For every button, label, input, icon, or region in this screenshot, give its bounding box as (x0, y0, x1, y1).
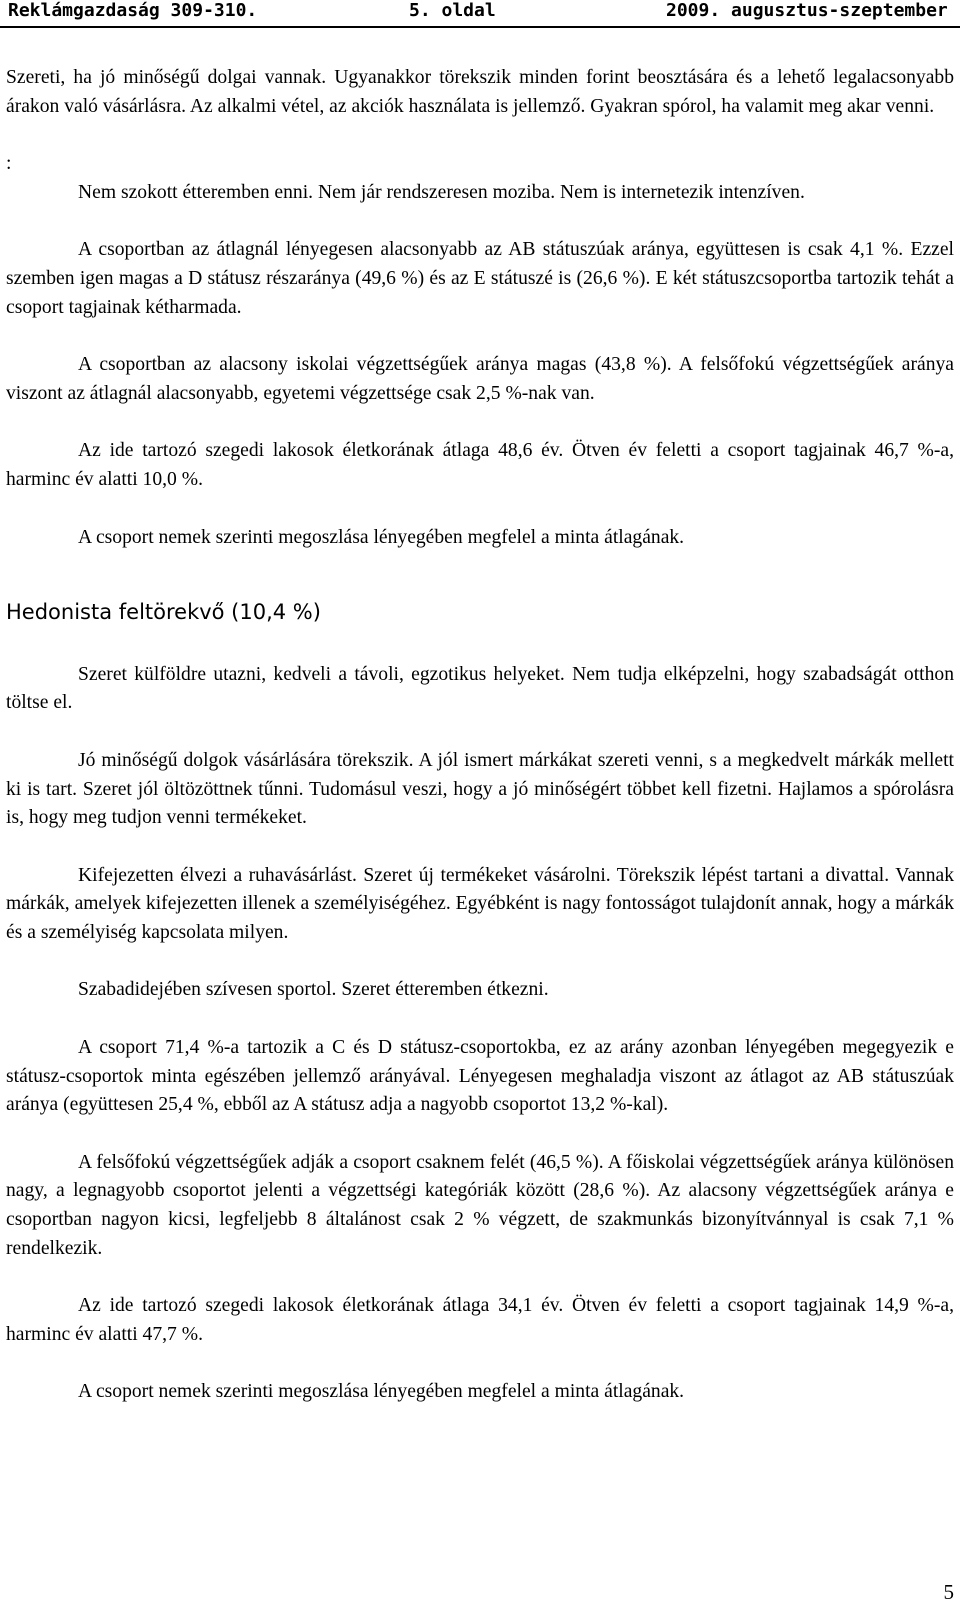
paragraph-sport: Szabadidejében szívesen sportol. Szeret étteremben étkezni. (78, 979, 549, 1001)
paragraph-gender-2: A csoport nemek szerinti megoszlása lényegében megfelel a minta átlagának. (78, 1381, 685, 1403)
header-rule (0, 26, 960, 28)
paragraph-gender-1: A csoport nemek szerinti megoszlása lényegében megfelel a minta átlagának. (78, 526, 685, 548)
section-heading: Hedonista feltörekvő (10,4 %) (6, 600, 321, 625)
header-issue-date: 2009. augusztus-szeptember (666, 0, 948, 21)
paragraph-quality-goods: Szereti, ha jó minőségű dolgai vannak. Ugyanakkor törekszik minden forint beosztására és a lehető legalacsonyabb árakon való vásárlásra. Az alkalmi vétel, az akciók használata is jellemző. Gyakran spórol, ha valamit meg akar venni. (6, 67, 954, 117)
document-body (6, 64, 954, 1407)
running-header (0, 0, 960, 22)
paragraph-age-1: Az ide tartozó szegedi lakosok életkorának átlaga 48,6 év. Ötven év feletti a csoport tagjainak 46,7 %-a, harminc év alatti 10,0 %. (6, 440, 954, 490)
paragraph-status-1: A csoportban az átlagnál lényegesen alacsonyabb az AB státuszúak aránya, együttesen is csak 4,1 %. Ezzel szemben igen magas a D státusz részaránya (49,6 %) és az E státuszé is (26,6 %). E két státuszcsoportba tartozik tehát a csoport tagjainak kétharmada. (6, 239, 954, 318)
paragraph-leisure: Nem szokott étteremben enni. Nem jár rendszeresen moziba. Nem is internetezik intenzíven. (78, 181, 805, 203)
paragraph-brands: Jó minőségű dolgok vásárlására törekszik. A jól ismert márkákat szereti venni, s a megkedvelt márkák mellett ki is tart. Szeret jól öltözöttnek tűnni. Tudomásul veszi, hogy a jó minőségért többet kell fizetni. Hajlamos a spórolásra is, hogy meg tudjon venni termékeket. (6, 749, 954, 829)
colon-line: : (6, 153, 12, 175)
paragraph-education-1: A csoportban az alacsony iskolai végzettségűek aránya magas (43,8 %). A felsőfokú végzettségűek aránya viszont az átlagnál alacsonyabb, egyetemi végzettsége csak 2,5 %-nak van. (6, 354, 954, 404)
paragraph-fashion: Kifejezetten élvezi a ruhavásárlást. Szeret új termékeket vásárolni. Törekszik lépést tartani a divattal. Vannak márkák, amelyek kifejezetten illenek a személyiségéhez. Egyébként is nagy fontosságot tulajdonít annak, hogy a márkák és a személyiség kapcsolata milyen. (6, 864, 954, 943)
paragraph-age-2: Az ide tartozó szegedi lakosok életkorának átlaga 34,1 év. Ötven év feletti a csoport tagjainak 14,9 %-a, harminc év alatti 47,7 %. (6, 1295, 954, 1345)
page-number: 5 (943, 1580, 954, 1604)
paragraph-status-2: A csoport 71,4 %-a tartozik a C és D státusz-csoportokba, ez az arány azonban lényegében megegyezik e státusz-csoportok minta egészében jellemző arányával. Lényegesen meghaladja viszont az átlagot az AB státuszúak aránya (együttesen 25,4 %, ebből az A státusz adja a nagyobb csoportot 13,2 %-kal). (6, 1037, 954, 1116)
paragraph-education-2: A felsőfokú végzettségűek adják a csoport csaknem felét (46,5 %). A főiskolai végzettségűek aránya különösen nagy, a legnagyobb csoportot jelenti a végzettségi kategóriák között (28,6 %). Az alacsony végzettségűek aránya e csoportban nagyon kicsi, legfeljebb 8 általánost csak 2 % végzett, de szakmunkás bizonyítvánnyal is csak 7,1 % rendelkezik. (6, 1151, 954, 1259)
header-publication: Reklámgazdaság 309-310. (8, 0, 258, 21)
header-page-label: 5. oldal (409, 0, 496, 21)
paragraph-travel: Szeret külföldre utazni, kedveli a távoli, egzotikus helyeket. Nem tudja elképzelni, hogy szabadságát otthon töltse el. (6, 663, 954, 714)
